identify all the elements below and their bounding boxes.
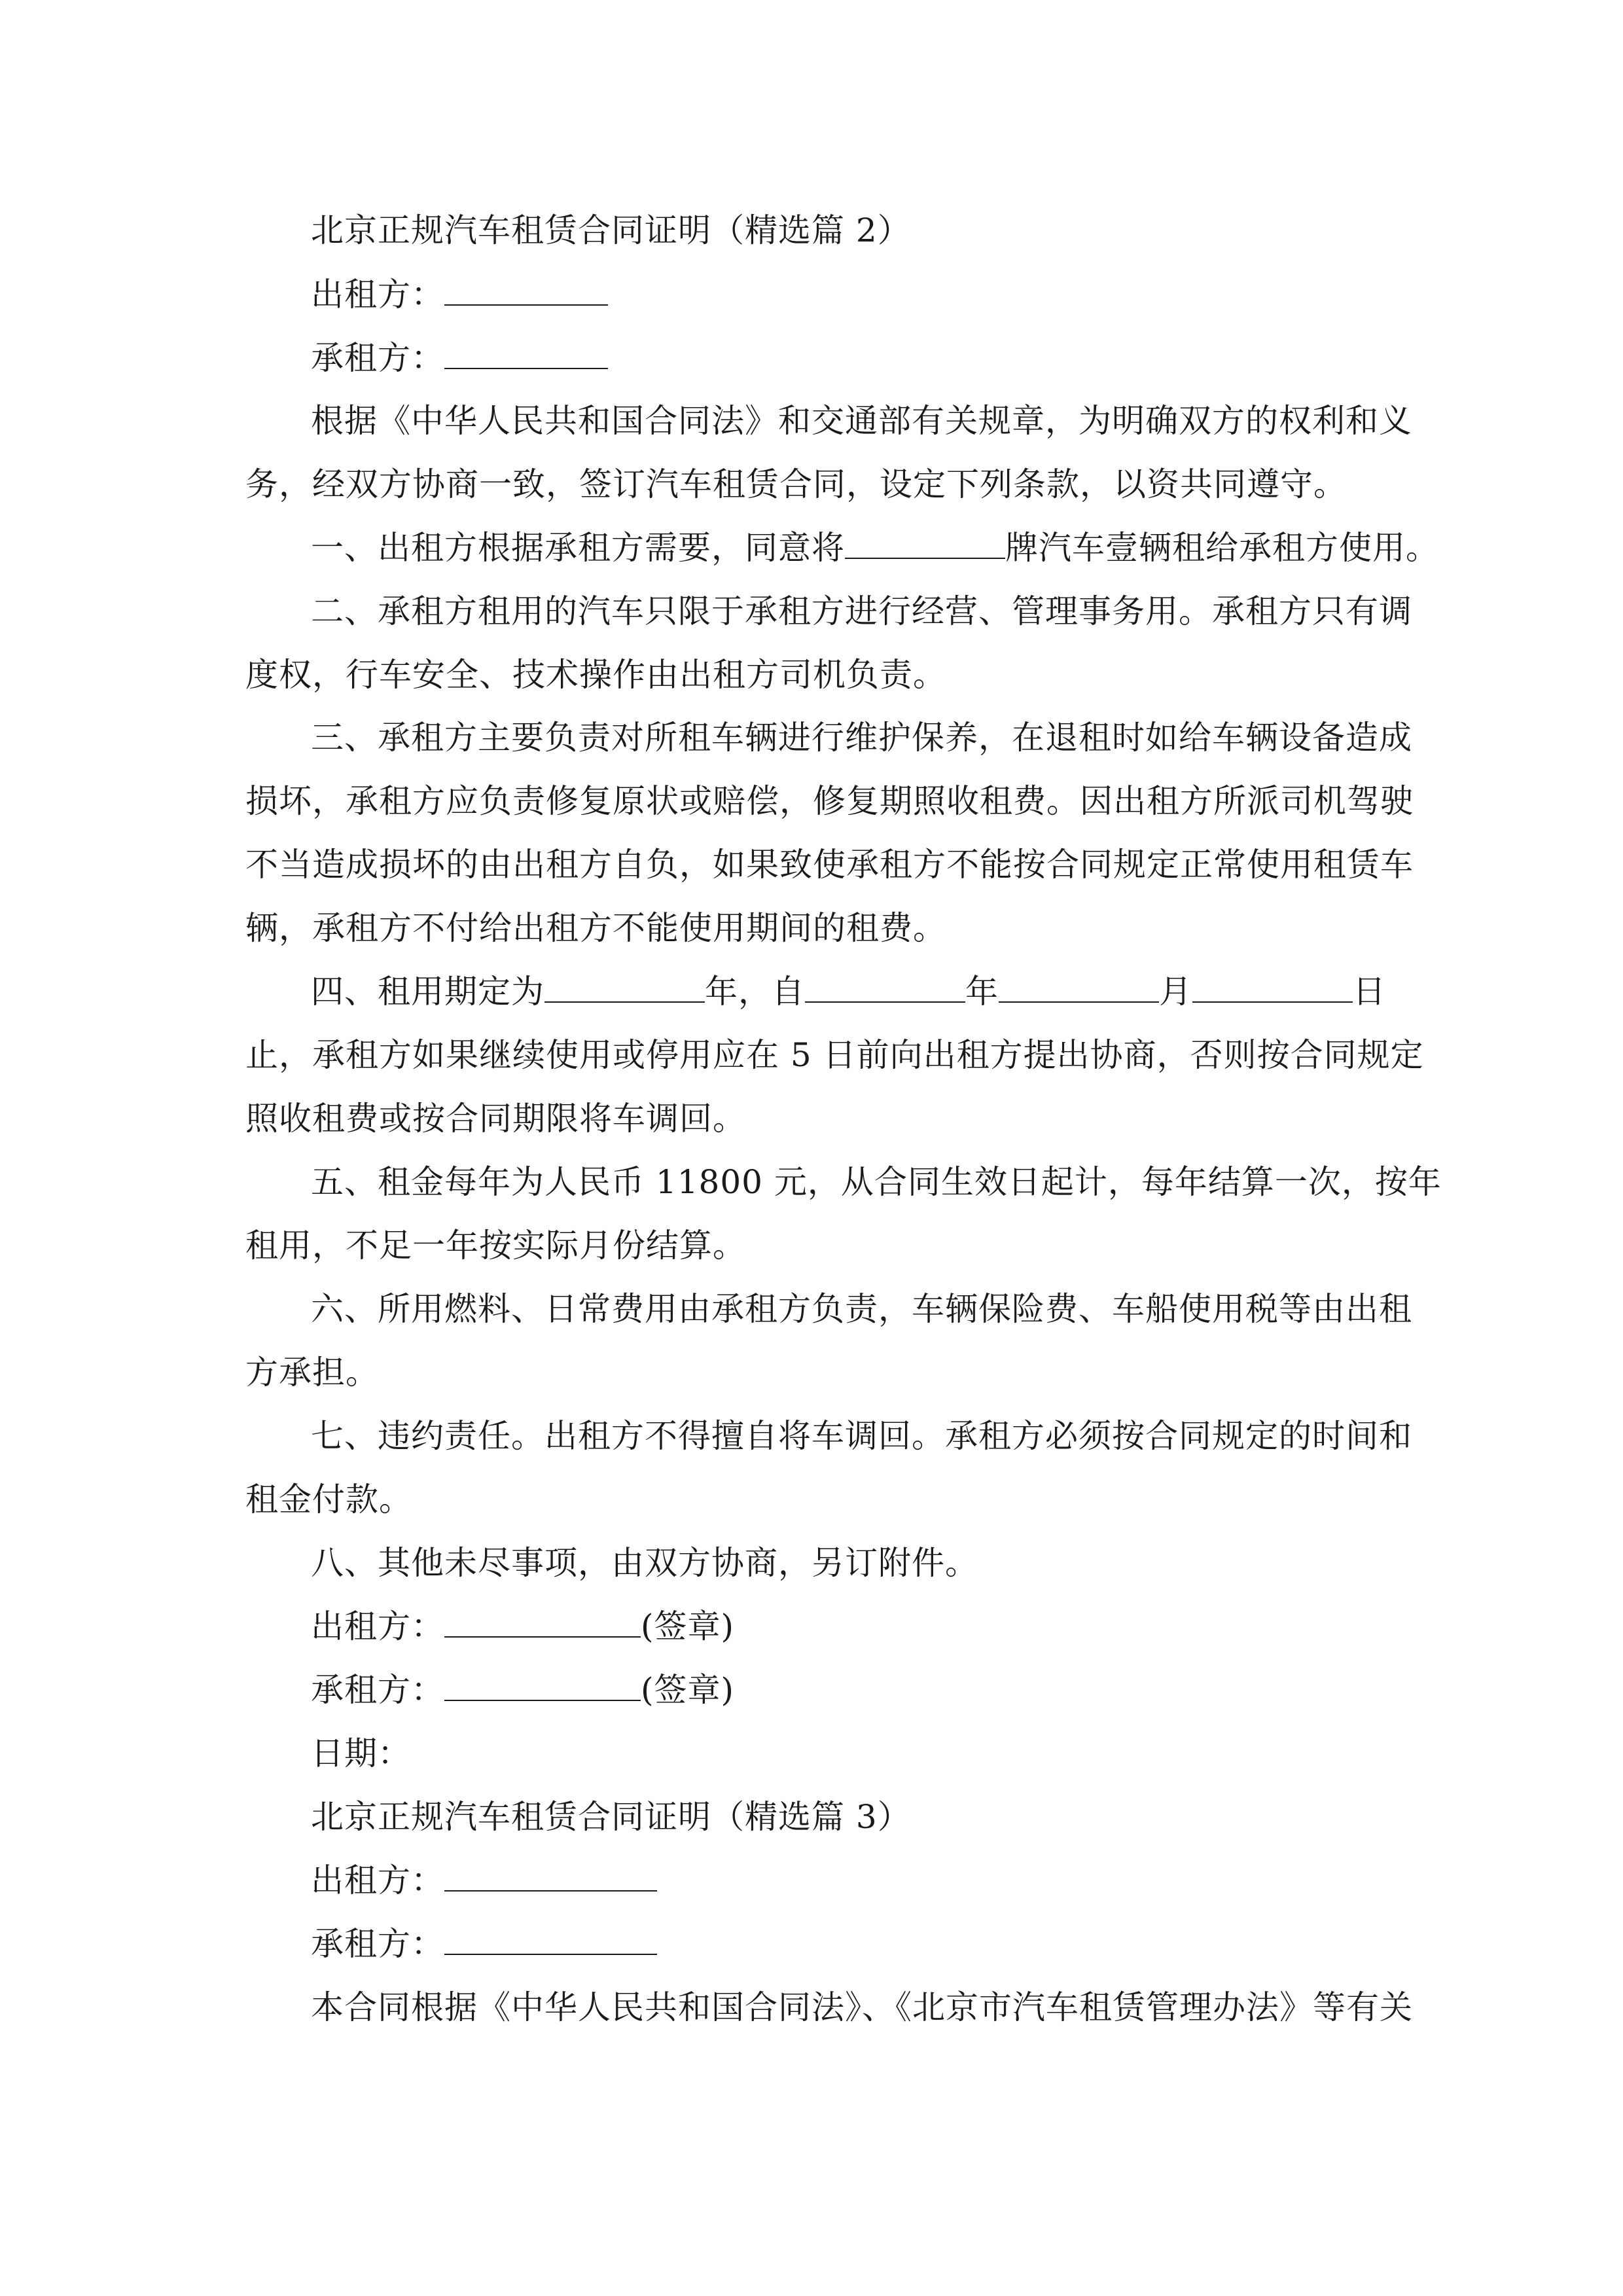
lessee-blank-3[interactable] (444, 1920, 657, 1955)
clause-7-line-2: 租金付款。 (245, 1480, 412, 1518)
intro-line-1: 根据《中华人民共和国合同法》和交通部有关规章，为明确双方的权利和义 (311, 402, 1412, 440)
clause-6-line-1: 六、所用燃料、日常费用由承租方负责，车辆保险费、车船使用税等由出租 (311, 1290, 1412, 1328)
lessee-label-3: 承租方： (311, 1925, 444, 1963)
start-year-blank[interactable] (805, 967, 965, 1003)
lessor-signature-blank[interactable] (444, 1602, 641, 1638)
lessor-seal-text: (签章) (641, 1607, 735, 1645)
lessor-blank-3[interactable] (444, 1856, 657, 1892)
lessee-line-3 (311, 1912, 1381, 1976)
clause-4-part-3: 年 (965, 973, 999, 1011)
lessee-signature-blank[interactable] (444, 1666, 641, 1701)
section-title-3: 北京正规汽车租赁合同证明（精选篇 3） (311, 1798, 911, 1836)
clause-5-line-2: 租用，不足一年按实际月份结算。 (245, 1227, 746, 1265)
clause-3-line-3: 不当造成损坏的由出租方自负，如果致使承租方不能按合同规定正常使用租赁车 (245, 846, 1414, 884)
start-month-blank[interactable] (999, 967, 1159, 1003)
clause-4-part-5: 日 (1353, 973, 1386, 1011)
clause-5-line-1: 五、租金每年为人民币 11800 元，从合同生效日起计，每年结算一次，按年 (311, 1163, 1442, 1201)
clause-7-line-1: 七、违约责任。出租方不得擅自将车调回。承租方必须按合同规定的时间和 (311, 1417, 1412, 1455)
lessor-signature-line (311, 1594, 1381, 1659)
lessee-line (311, 326, 1381, 390)
lessor-label: 出租方： (311, 276, 444, 314)
term-years-blank[interactable] (544, 967, 705, 1003)
lessor-label-3: 出租方： (311, 1861, 444, 1899)
lessor-signature-label: 出租方： (311, 1607, 444, 1645)
lessee-signature-line (311, 1658, 1381, 1722)
section-title-2: 北京正规汽车租赁合同证明（精选篇 2） (311, 211, 911, 249)
clause-2-line-2: 度权，行车安全、技术操作由出租方司机负责。 (245, 656, 946, 694)
date-line: 日期： (311, 1734, 411, 1772)
lessor-line-3 (311, 1848, 1381, 1912)
clause-1-after: 牌汽车壹辆租给承租方使用。 (1005, 529, 1439, 567)
intro-line-2: 务，经双方协商一致，签订汽车租赁合同，设定下列条款，以资共同遵守。 (245, 465, 1347, 503)
clause-4-line-3: 照收租费或按合同期限将车调回。 (245, 1100, 746, 1138)
clause-1-before: 一、出租方根据承租方需要，同意将 (311, 529, 845, 567)
clause-4-line-2: 止，承租方如果继续使用或停用应在 5 日前向出租方提出协商，否则按合同规定 (245, 1036, 1424, 1074)
clause-3-line-1: 三、承租方主要负责对所租车辆进行维护保养，在退租时如给车辆设备造成 (311, 719, 1412, 757)
lessor-line (311, 262, 1381, 327)
clause-1-line (311, 516, 1439, 580)
clause-8-line: 八、其他未尽事项，由双方协商，另订附件。 (311, 1544, 978, 1582)
lessor-blank[interactable] (444, 270, 608, 306)
clause-6-line-2: 方承担。 (245, 1354, 379, 1391)
plate-number-blank[interactable] (845, 524, 1005, 559)
clause-2-line-1: 二、承租方租用的汽车只限于承租方进行经营、管理事务用。承租方只有调 (311, 592, 1412, 630)
start-day-blank[interactable] (1192, 967, 1353, 1003)
lessee-blank[interactable] (444, 334, 608, 369)
lessee-seal-text: (签章) (641, 1671, 735, 1709)
clause-3-line-2: 损坏，承租方应负责修复原状或赔偿，修复期照收租费。因出租方所派司机驾驶 (245, 782, 1414, 820)
lessee-label: 承租方： (311, 339, 444, 377)
clause-4-part-1: 四、租用期定为 (311, 973, 544, 1011)
clause-4-part-2: 年，自 (705, 973, 805, 1011)
clause-3-line-4: 辆，承租方不付给出租方不能使用期间的租费。 (245, 909, 946, 947)
next-paragraph-line: 本合同根据《中华人民共和国合同法》、《北京市汽车租赁管理办法》等有关 (311, 1988, 1413, 2026)
clause-4-part-4: 月 (1159, 973, 1192, 1011)
lessee-signature-label: 承租方： (311, 1671, 444, 1709)
clause-4-line-1 (311, 960, 1386, 1024)
